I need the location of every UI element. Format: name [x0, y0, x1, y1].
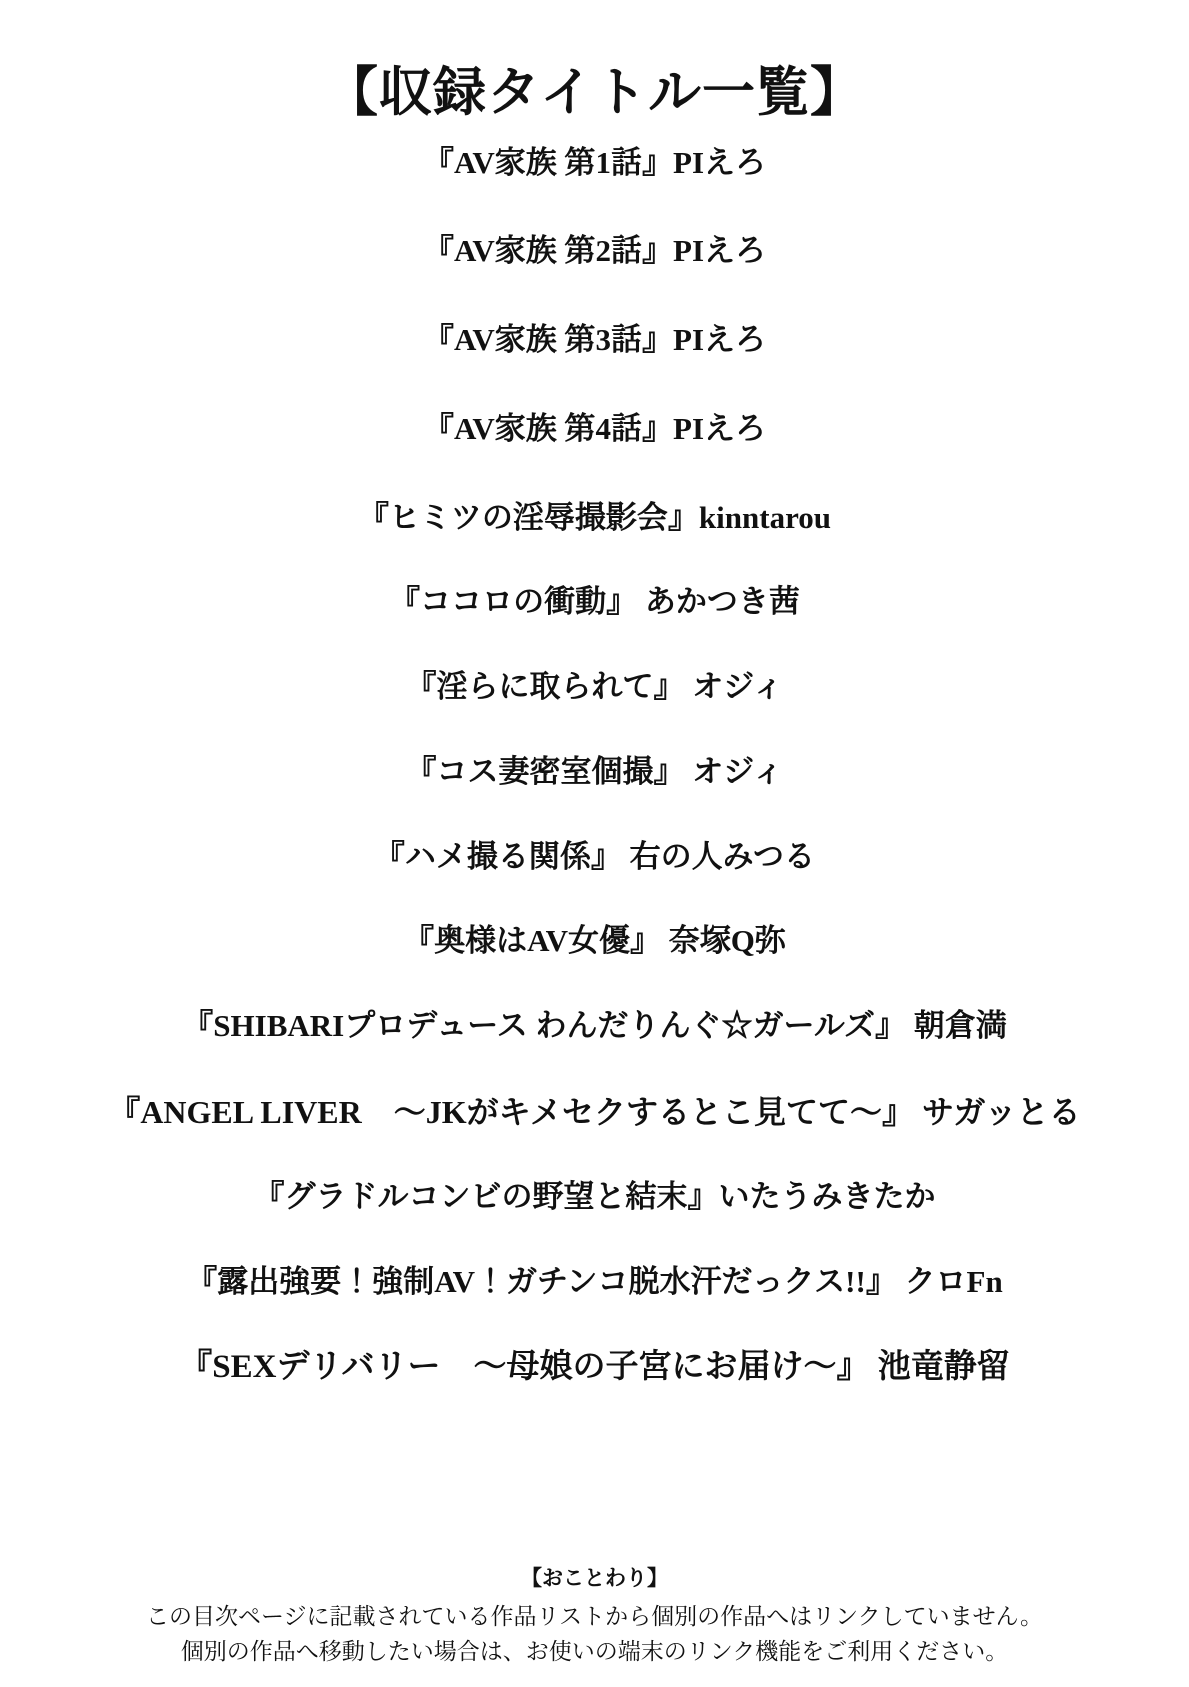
list-item: 『ハメ撮る関係』 右の人みつる: [373, 838, 816, 874]
list-item: 『露出強要！強制AV！ガチンコ脱水汗だっクス!!』 クロFn: [186, 1263, 1003, 1299]
notice-heading: 【おことわり】: [521, 1566, 668, 1590]
list-item: 『グラドルコンビの野望と結末』いたうみきたか: [253, 1178, 936, 1214]
notice-block: [40, 1562, 1149, 1669]
list-item: 『AV家族 第2話』PIえろ: [422, 233, 767, 269]
list-item: 『AV家族 第4話』PIえろ: [422, 410, 767, 446]
list-item: 『AV家族 第3話』PIえろ: [422, 322, 767, 358]
title-list: [40, 144, 1149, 1562]
list-item: 『SHIBARIプロデュース わんだりんぐ☆ガールズ』 朝倉満: [182, 1008, 1007, 1044]
list-item: 『AV家族 第1話』PIえろ: [422, 144, 767, 180]
list-item: 『ヒミツの淫辱撮影会』kinntarou: [357, 499, 832, 535]
list-item: 『コス妻密室個撮』 オジィ: [405, 753, 784, 789]
list-item: 『奥様はAV女優』 奈塚Q弥: [403, 923, 786, 959]
notice-line-2: 個別の作品へ移動したい場合は、お使いの端末のリンク機能をご利用ください。: [180, 1638, 1009, 1665]
list-item: 『ANGEL LIVER ～JKがキメセクするとこ見てて～』 サガッとる: [108, 1093, 1081, 1130]
notice-line-1: この目次ページに記載されている作品リストから個別の作品へはリンクしていません。: [146, 1604, 1043, 1630]
page-title: 【収録タイトル一覧】: [325, 64, 864, 122]
list-item: 『SEXデリバリー ～母娘の子宮にお届け～』 池竜静留: [179, 1349, 1010, 1386]
list-item: 『ココロの衝動』 あかつき茜: [389, 584, 800, 620]
list-item: 『淫らに取られて』 オジィ: [405, 669, 784, 705]
